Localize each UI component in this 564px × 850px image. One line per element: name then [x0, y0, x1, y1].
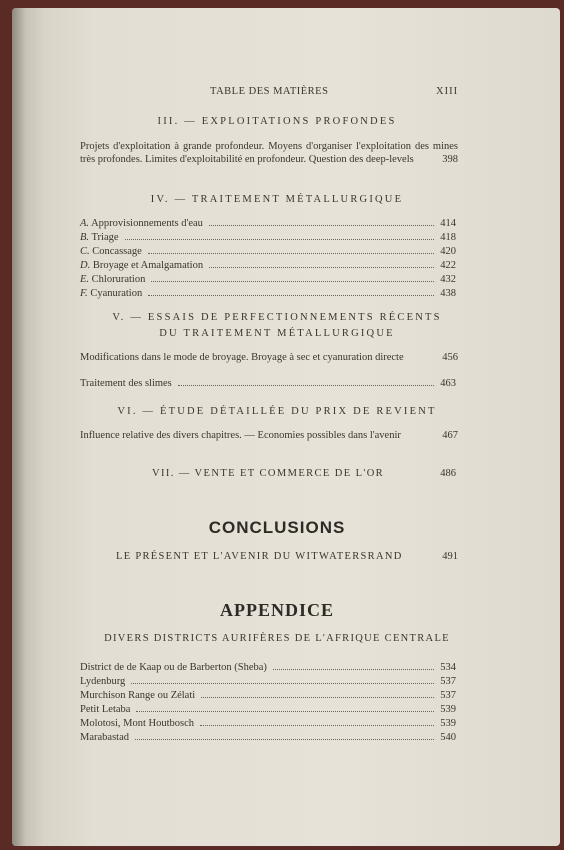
dot-leader	[178, 384, 434, 386]
entry-label: Marabastad	[80, 732, 129, 743]
toc-entry	[80, 231, 456, 245]
dot-leader	[151, 280, 434, 282]
entry-page: 414	[440, 218, 456, 229]
section-v-title-line2: DU TRAITEMENT MÉTALLURGIQUE	[159, 328, 395, 339]
table-of-contents	[12, 8, 560, 846]
toc-entry	[80, 287, 456, 301]
entry-letter: B.	[80, 232, 90, 243]
section-iii-title: III. — EXPLOITATIONS PROFONDES	[157, 116, 397, 127]
toc-entry	[80, 689, 456, 703]
entry-label: Lydenburg	[80, 676, 126, 687]
toc-entry	[80, 273, 456, 287]
toc-entry	[80, 675, 456, 689]
section-vi-page: 467	[442, 430, 458, 441]
entry-page: 420	[440, 246, 456, 257]
section-iii-page: 398	[442, 154, 458, 165]
section-v-text: Modifications dans le mode de broyage. Broyage à sec et cyanuration directe	[80, 352, 404, 363]
conclusions-heading: CONCLUSIONS	[208, 518, 346, 537]
entry-letter: E.	[80, 274, 90, 285]
entry-page: 422	[440, 260, 456, 271]
entry-page: 539	[440, 704, 456, 715]
entry-label: Traitement des slimes	[80, 378, 172, 389]
running-header-page-number: XIII	[436, 86, 459, 97]
entry-label: Concassage	[92, 246, 142, 257]
entry-letter: F.	[80, 288, 88, 299]
conclusions-page: 491	[442, 551, 458, 562]
section-vi-text: Influence relative des divers chapitres. — Economies possibles dans l'avenir	[80, 430, 401, 441]
dot-leader	[209, 224, 434, 226]
toc-entry	[80, 703, 456, 717]
entry-label: Petit Letaba	[80, 704, 131, 715]
entry-page: 534	[440, 662, 456, 673]
dot-leader	[125, 238, 435, 240]
entry-letter: A.	[80, 218, 90, 229]
section-v-paragraph	[80, 351, 458, 364]
entry-page: 432	[440, 274, 456, 285]
entry-page: 537	[440, 676, 456, 687]
section-iii-text: Projets d'exploitation à grande profondeur. Moyens d'organiser l'exploitation des mines très profondes. Limites d'exploitabilité en profondeur. Question des deep-levels	[80, 141, 458, 165]
entry-label: Cyanuration	[90, 288, 143, 299]
toc-entry	[80, 731, 456, 745]
entry-label: Broyage et Amalgamation	[92, 260, 204, 271]
entry-label: Triage	[91, 232, 119, 243]
dot-leader	[201, 696, 434, 698]
running-header-title: TABLE DES MATIÈRES	[210, 86, 329, 97]
appendice-subtitle: DIVERS DISTRICTS AURIFÈRES DE L'AFRIQUE CENTRALE	[104, 633, 450, 644]
section-iv-title: IV. — TRAITEMENT MÉTALLURGIQUE	[150, 194, 404, 205]
section-iii-paragraph	[80, 140, 458, 166]
section-vii-entry	[152, 467, 456, 481]
toc-entry	[80, 245, 456, 259]
toc-entry	[80, 217, 456, 231]
entry-page: 539	[440, 718, 456, 729]
section-v-page: 456	[442, 352, 458, 363]
toc-entry	[80, 717, 456, 731]
dot-leader	[131, 682, 434, 684]
section-vii-title: VII. — VENTE ET COMMERCE DE L'OR	[152, 468, 385, 479]
conclusions-line: LE PRÉSENT ET L'AVENIR DU WITWATERSRAND	[116, 551, 403, 562]
entry-label: Murchison Range ou Zélati	[80, 690, 196, 701]
entry-page: 540	[440, 732, 456, 743]
appendice-heading: APPENDICE	[219, 600, 334, 620]
toc-entry	[80, 377, 456, 391]
section-vi-title: VI. — ÉTUDE DÉTAILLÉE DU PRIX DE REVIENT	[117, 406, 437, 417]
section-vii-page: 486	[440, 468, 456, 479]
dot-leader	[136, 710, 434, 712]
section-vi-paragraph	[80, 429, 458, 442]
book-page	[12, 8, 560, 846]
section-v-title-line1: V. — ESSAIS DE PERFECTIONNEMENTS RÉCENTS	[112, 312, 442, 323]
dot-leader	[148, 294, 434, 296]
entry-label: Chloruration	[91, 274, 146, 285]
entry-page: 418	[440, 232, 456, 243]
entry-page: 463	[440, 378, 456, 389]
entry-page: 537	[440, 690, 456, 701]
dot-leader	[200, 724, 434, 726]
entry-label: Molotosi, Mont Houtbosch	[80, 718, 195, 729]
entry-letter: C.	[80, 246, 90, 257]
entry-label: Approvisionnements d'eau	[91, 218, 203, 229]
dot-leader	[273, 668, 434, 670]
dot-leader	[135, 738, 434, 740]
dot-leader	[209, 266, 434, 268]
entry-letter: D.	[80, 260, 91, 271]
entry-page: 438	[440, 288, 456, 299]
conclusions-entry	[116, 550, 458, 564]
entry-label: District de de Kaap ou de Barberton (Sheba)	[80, 662, 267, 673]
dot-leader	[148, 252, 434, 254]
toc-entry	[80, 661, 456, 675]
toc-entry	[80, 259, 456, 273]
